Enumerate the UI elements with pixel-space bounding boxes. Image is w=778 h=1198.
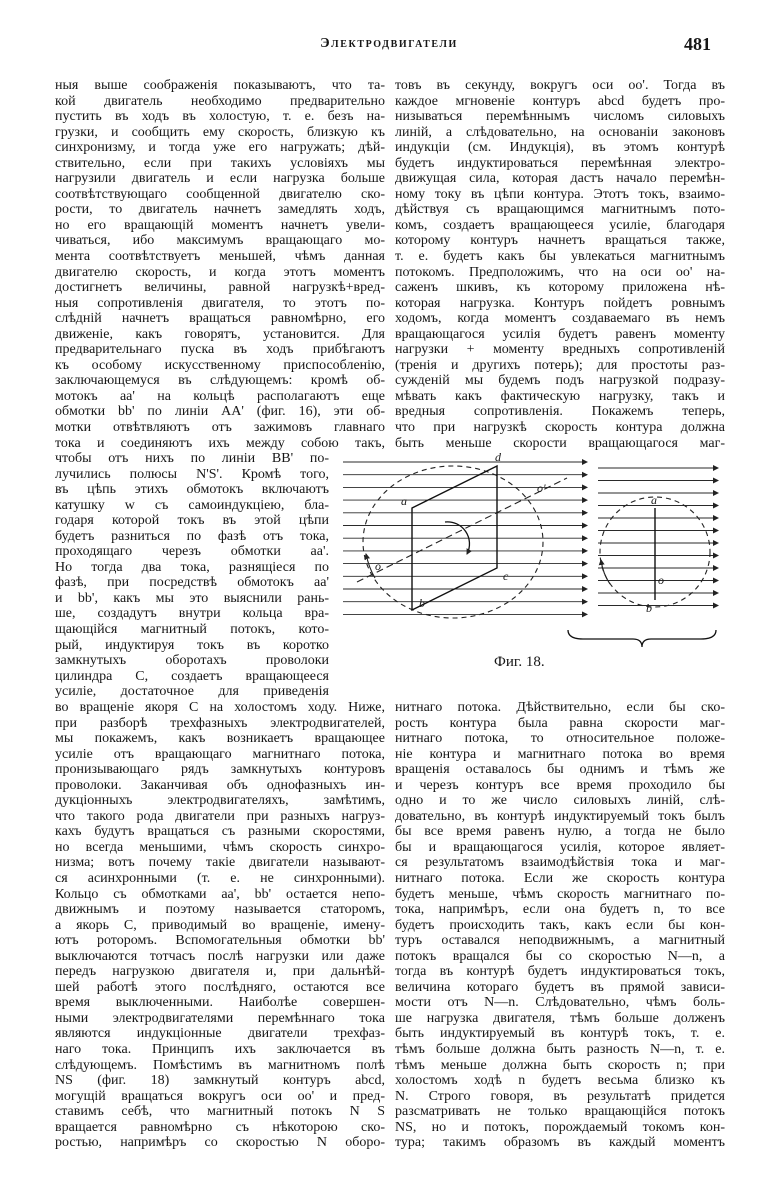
text-line: Но тогда два тока, разнящіеся по [55,559,329,575]
text-line: тогда въ контурѣ будетъ индуктироваться токъ, [395,964,725,980]
label-a-right: a [651,493,657,507]
text-line: двигателю скорость, и когда этотъ моментъ [55,264,385,280]
text-line: время выключенными. Наиболѣе совершен- [55,995,385,1011]
text-line: чиваться, ибо максимумъ вращающаго мо- [55,233,385,249]
text-line: вращается равномѣрно съ нѣкоторою ско- [55,1119,385,1135]
label-o: o [375,559,381,573]
left-column-bottom [55,700,385,1151]
text-line: къ особому искусственному приспособленію, [55,357,385,373]
text-line: ходомъ, когда моментъ создаваемаго въ немъ [395,311,725,327]
text-line: рости, то двигатель начнетъ замедлять ходъ, [55,202,385,218]
label-d: d [495,450,501,464]
text-line: грузки, и сообщить ему скорость, близкую къ [55,124,385,140]
text-line: но его вращающій моментъ начнетъ увели- [55,217,385,233]
text-line: и черезъ контуръ все время проходило бы [395,777,725,793]
text-line: ся результатомъ взаимодѣйствія тока и маг- [395,855,725,871]
text-line: тѣмъ меньше должна быть скорость n; при [395,1057,725,1073]
text-line: тока и соединяютъ ихъ между собою такъ, [55,435,385,451]
text-line: ставимъ себѣ, что магнитный потокъ N S [55,1104,385,1120]
text-line: мента соотвѣтствуетъ меньшей, чѣмъ данная [55,249,385,265]
text-line: одно и то же число силовыхъ линій, слѣ- [395,793,725,809]
text-line: катушку w съ самоиндукціею, бла- [55,497,329,513]
text-line: нагрузки + моменту вредныхъ сопротивленій [395,342,725,358]
text-line: туръ оставался неподвижнымъ, а магнитный [395,933,725,949]
text-line: NS (фиг. 18) замкнутый контуръ abcd, [55,1073,385,1089]
text-line: мы покажемъ, какъ возникаетъ вращающее [55,731,385,747]
text-line: движнымъ и поэтому называется статоромъ, [55,902,385,918]
text-line: что при нагрузкѣ скорость контура должна [395,420,725,436]
text-line: которая нагрузка. Контуръ пойдетъ ровнымъ [395,295,725,311]
text-line: достигнетъ величины, равной нагрузкѣ+вред- [55,280,385,296]
text-line: что такого рода двигатели при разныхъ нагруз- [55,808,385,824]
text-line: соотвѣтствующаго сообщенной двигателю ско- [55,186,385,202]
text-line: комъ, создаетъ вращающееся усиліе, благодаря [395,217,725,233]
text-line: (тренія и другихъ потерь); для простоты раз- [395,357,725,373]
text-line: шей работѣ этого послѣдняго, остаются все [55,979,385,995]
text-line: передъ нагрузкою двигателя и, при дальнѣй- [55,964,385,980]
text-line: мотки отвѣтвляютъ отъ зажимовъ главнаго [55,420,385,436]
text-line: т. е. будетъ какъ бы увлекаться магнитнымъ [395,249,725,265]
text-line: мѣвать какъ фактическую нагрузку, такъ и [395,388,725,404]
text-line: тока, напримѣръ, если она будетъ n, то все [395,902,725,918]
text-line: товъ въ секунду, вокругъ оси oo'. Тогда въ [395,78,725,93]
text-line: щающійся магнитный потокъ, кото- [55,622,329,638]
text-line: обмотки bb' по линіи AA' (фиг. 16), эти об- [55,404,385,420]
text-line: ше нагрузка двигателя, тѣмъ больше долженъ [395,1010,725,1026]
text-line: нагрузили двигатель и если нагрузка больше [55,171,385,187]
text-line: заключающемуся въ слѣдующемъ: кромѣ об- [55,373,385,389]
text-line: нитнаго потока, то относительное положе- [395,731,725,747]
text-line: проходящаго черезъ обмотки aa'. [55,544,329,560]
text-line: замкнутыхъ оборотахъ проволоки [55,653,329,669]
text-line: ютъ роторомъ. Вспомогательныя обмотки bb' [55,933,385,949]
text-line: рость контура была равна скорости маг- [395,715,725,731]
text-line: потокъ вращался бы со скоростью N—n, а [395,948,725,964]
text-line: цилиндра C, создаетъ вращающееся [55,668,329,684]
label-b: b [419,596,425,610]
text-line: каждое мгновеніе контуръ abcd будетъ про- [395,93,725,109]
text-line: лучились полюсы N'S'. Кромѣ того, [55,466,329,482]
text-line: разсматривать не только вращающійся потокъ [395,1104,725,1120]
label-o-prime: o' [537,481,546,495]
text-line: усиліе отъ вращающаго магнитнаго потока, [55,746,385,762]
figure-brace [568,630,716,647]
text-line: индукціи (см. Индукція), въ этомъ контурѣ [395,140,725,156]
right-column-bottom [395,700,725,1151]
text-line: ше, создадутъ внутри кольца вра- [55,606,329,622]
label-c: c [503,569,509,583]
text-line: будетъ меньше, чѣмъ скорость магнитнаго по- [395,886,725,902]
text-line: ствительно, если при такихъ условіяхъ мы [55,155,385,171]
text-line: которому контуръ начнетъ вращаться также, [395,233,725,249]
text-line: N. Строго говоря, въ результатѣ придется [395,1088,725,1104]
text-line: ными электродвигателями перемѣннаго тока [55,1010,385,1026]
text-line: низма; вотъ почему такіе двигатели называют- [55,855,385,871]
text-line: быть меньше скорости вращающагося маг- [395,435,725,451]
text-line: тѣмъ больше должна быть разность N—n, т. е. [395,1042,725,1058]
text-line: предварительнаго пуска въ ходъ прибѣгаютъ [55,342,385,358]
text-line: кахъ будутъ вращаться съ разными скоростями, [55,824,385,840]
text-line: ростью, напримѣръ со скоростью N оборо- [55,1135,385,1151]
text-line: бы все время равенъ нулю, а тогда не было [395,824,725,840]
text-line: годаря которой токъ въ этой цѣпи [55,513,329,529]
text-line: вредныя сопротивленія. Покажемъ теперь, [395,404,725,420]
text-line: движущая сила, которая дастъ начало перемѣн- [395,171,725,187]
text-line: кой двигатель необходимо предварительно [55,93,385,109]
text-line: проволоки. Заканчивая объ однофазныхъ ин- [55,777,385,793]
text-line: въ цѣпь этихъ обмотокъ включаютъ [55,482,329,498]
text-line: Кольцо съ обмотками aa', bb' остается непо- [55,886,385,902]
text-line: дѣйствуя съ вращающимся магнитнымъ пото- [395,202,725,218]
text-line: а якорь C, приводимый во вращеніе, имену- [55,917,385,933]
text-line: сужденій мы будемъ подъ нагрузкой подразу- [395,373,725,389]
text-line: величина котораго будетъ въ прямой зависи- [395,979,725,995]
text-line: пронизывающаго рядъ замкнутыхъ контуровъ [55,762,385,778]
text-line: вращающагося усилія будетъ равенъ моменту [395,326,725,342]
text-line: мости отъ N—n. Слѣдовательно, чѣмъ боль- [395,995,725,1011]
left-column-beside-figure [55,451,329,700]
text-line: синхронизму, и тогда уже его нагружать; дѣй- [55,140,385,156]
text-line: слѣдній начнетъ вращаться равномѣрно, его [55,311,385,327]
text-line: довательно, въ контурѣ индуктируемый токъ былъ [395,808,725,824]
text-line: но всегда меньшими, чѣмъ скорость синхро- [55,839,385,855]
text-line: будетъ разниться по фазѣ отъ тока, [55,528,329,544]
text-line: NS, но и потокъ, порождаемый токомъ кон- [395,1119,725,1135]
rotation-axis [357,478,567,582]
text-line: движеніе, какъ говорятъ, установится. Для [55,326,385,342]
figure-caption: Фиг. 18. [494,654,545,670]
text-line: выключаются тотчасъ послѣ нагрузки или даже [55,948,385,964]
text-line: и bb', какъ мы это выяснили рань- [55,590,329,606]
text-line: при разборѣ трехфазныхъ электродвигателей, [55,715,385,731]
text-line: наго тока. Принципъ ихъ заключается въ [55,1042,385,1058]
text-line: пустить въ ходъ въ холостую, т. е. безъ на- [55,109,385,125]
text-line: бы и вращающагося усилія, которое являет- [395,839,725,855]
page-number: 481 [684,34,711,54]
text-line: рый, индуктируя токъ въ коротко [55,637,329,653]
text-line: являются индукціонные двигатели трехфаз- [55,1026,385,1042]
text-line: слѣдующемъ. Помѣстимъ въ магнитномъ полѣ [55,1057,385,1073]
text-line: дукціонныхъ электродвигателяхъ, замѣтимъ, [55,793,385,809]
text-line: саженъ шкивъ, къ которому приложена нѣ- [395,280,725,296]
left-column-top [55,78,385,451]
label-o-right: o [658,573,664,587]
text-line: тура; такимъ образомъ въ каждый моментъ [395,1135,725,1151]
text-line: во вращеніе якоря C на холостомъ ходу. Ниже, [55,700,385,715]
text-line: чтобы отъ нихъ по линіи BB' по- [55,451,329,466]
text-line: ніе контура и магнитнаго потока во время [395,746,725,762]
label-a: a [401,494,407,508]
figure-18-diagram [335,450,725,650]
text-line: вращенія оставалось бы однимъ и тѣмъ же [395,762,725,778]
text-line: низываться перемѣннымъ числомъ силовыхъ [395,109,725,125]
text-line: быть индуктируемый въ контурѣ токъ, т. е. [395,1026,725,1042]
running-header-title: Электродвигатели [320,36,458,51]
field-lines-left [343,462,587,614]
text-line: усиліе, достаточное для приведенія [55,684,329,700]
text-line: нитнаго потока. Если же скорость контура [395,871,725,887]
text-line: нитнаго потока. Дѣйствительно, если бы ско- [395,700,725,715]
text-line: будетъ индуктироваться перемѣнная электро- [395,155,725,171]
label-b-right: b [646,601,652,615]
text-line: фазѣ, при посредствѣ обмотокъ aa' [55,575,329,591]
text-line: могущій вращаться вокругъ оси oo' и пред- [55,1088,385,1104]
text-line: холостомъ ходѣ n будетъ весьма близко къ [395,1073,725,1089]
text-line: ныя выше соображенія показываютъ, что та- [55,78,385,93]
right-column-top [395,78,725,451]
rotation-path-left [363,466,543,618]
text-line: будетъ происходить такъ, какъ если бы кон- [395,917,725,933]
text-line: ся асинхронными (т. е. не синхронными). [55,871,385,887]
text-line: ныя сопротивленія двигателя, то этотъ по- [55,295,385,311]
text-line: мотокъ aa' на кольцѣ располагаютъ еще [55,388,385,404]
text-line: линій, а слѣдовательно, на основаніи законовъ [395,124,725,140]
text-line: потокомъ. Предположимъ, что на оси oo' на- [395,264,725,280]
text-line: ному току въ цѣпи контура. Этотъ токъ, взаимо- [395,186,725,202]
